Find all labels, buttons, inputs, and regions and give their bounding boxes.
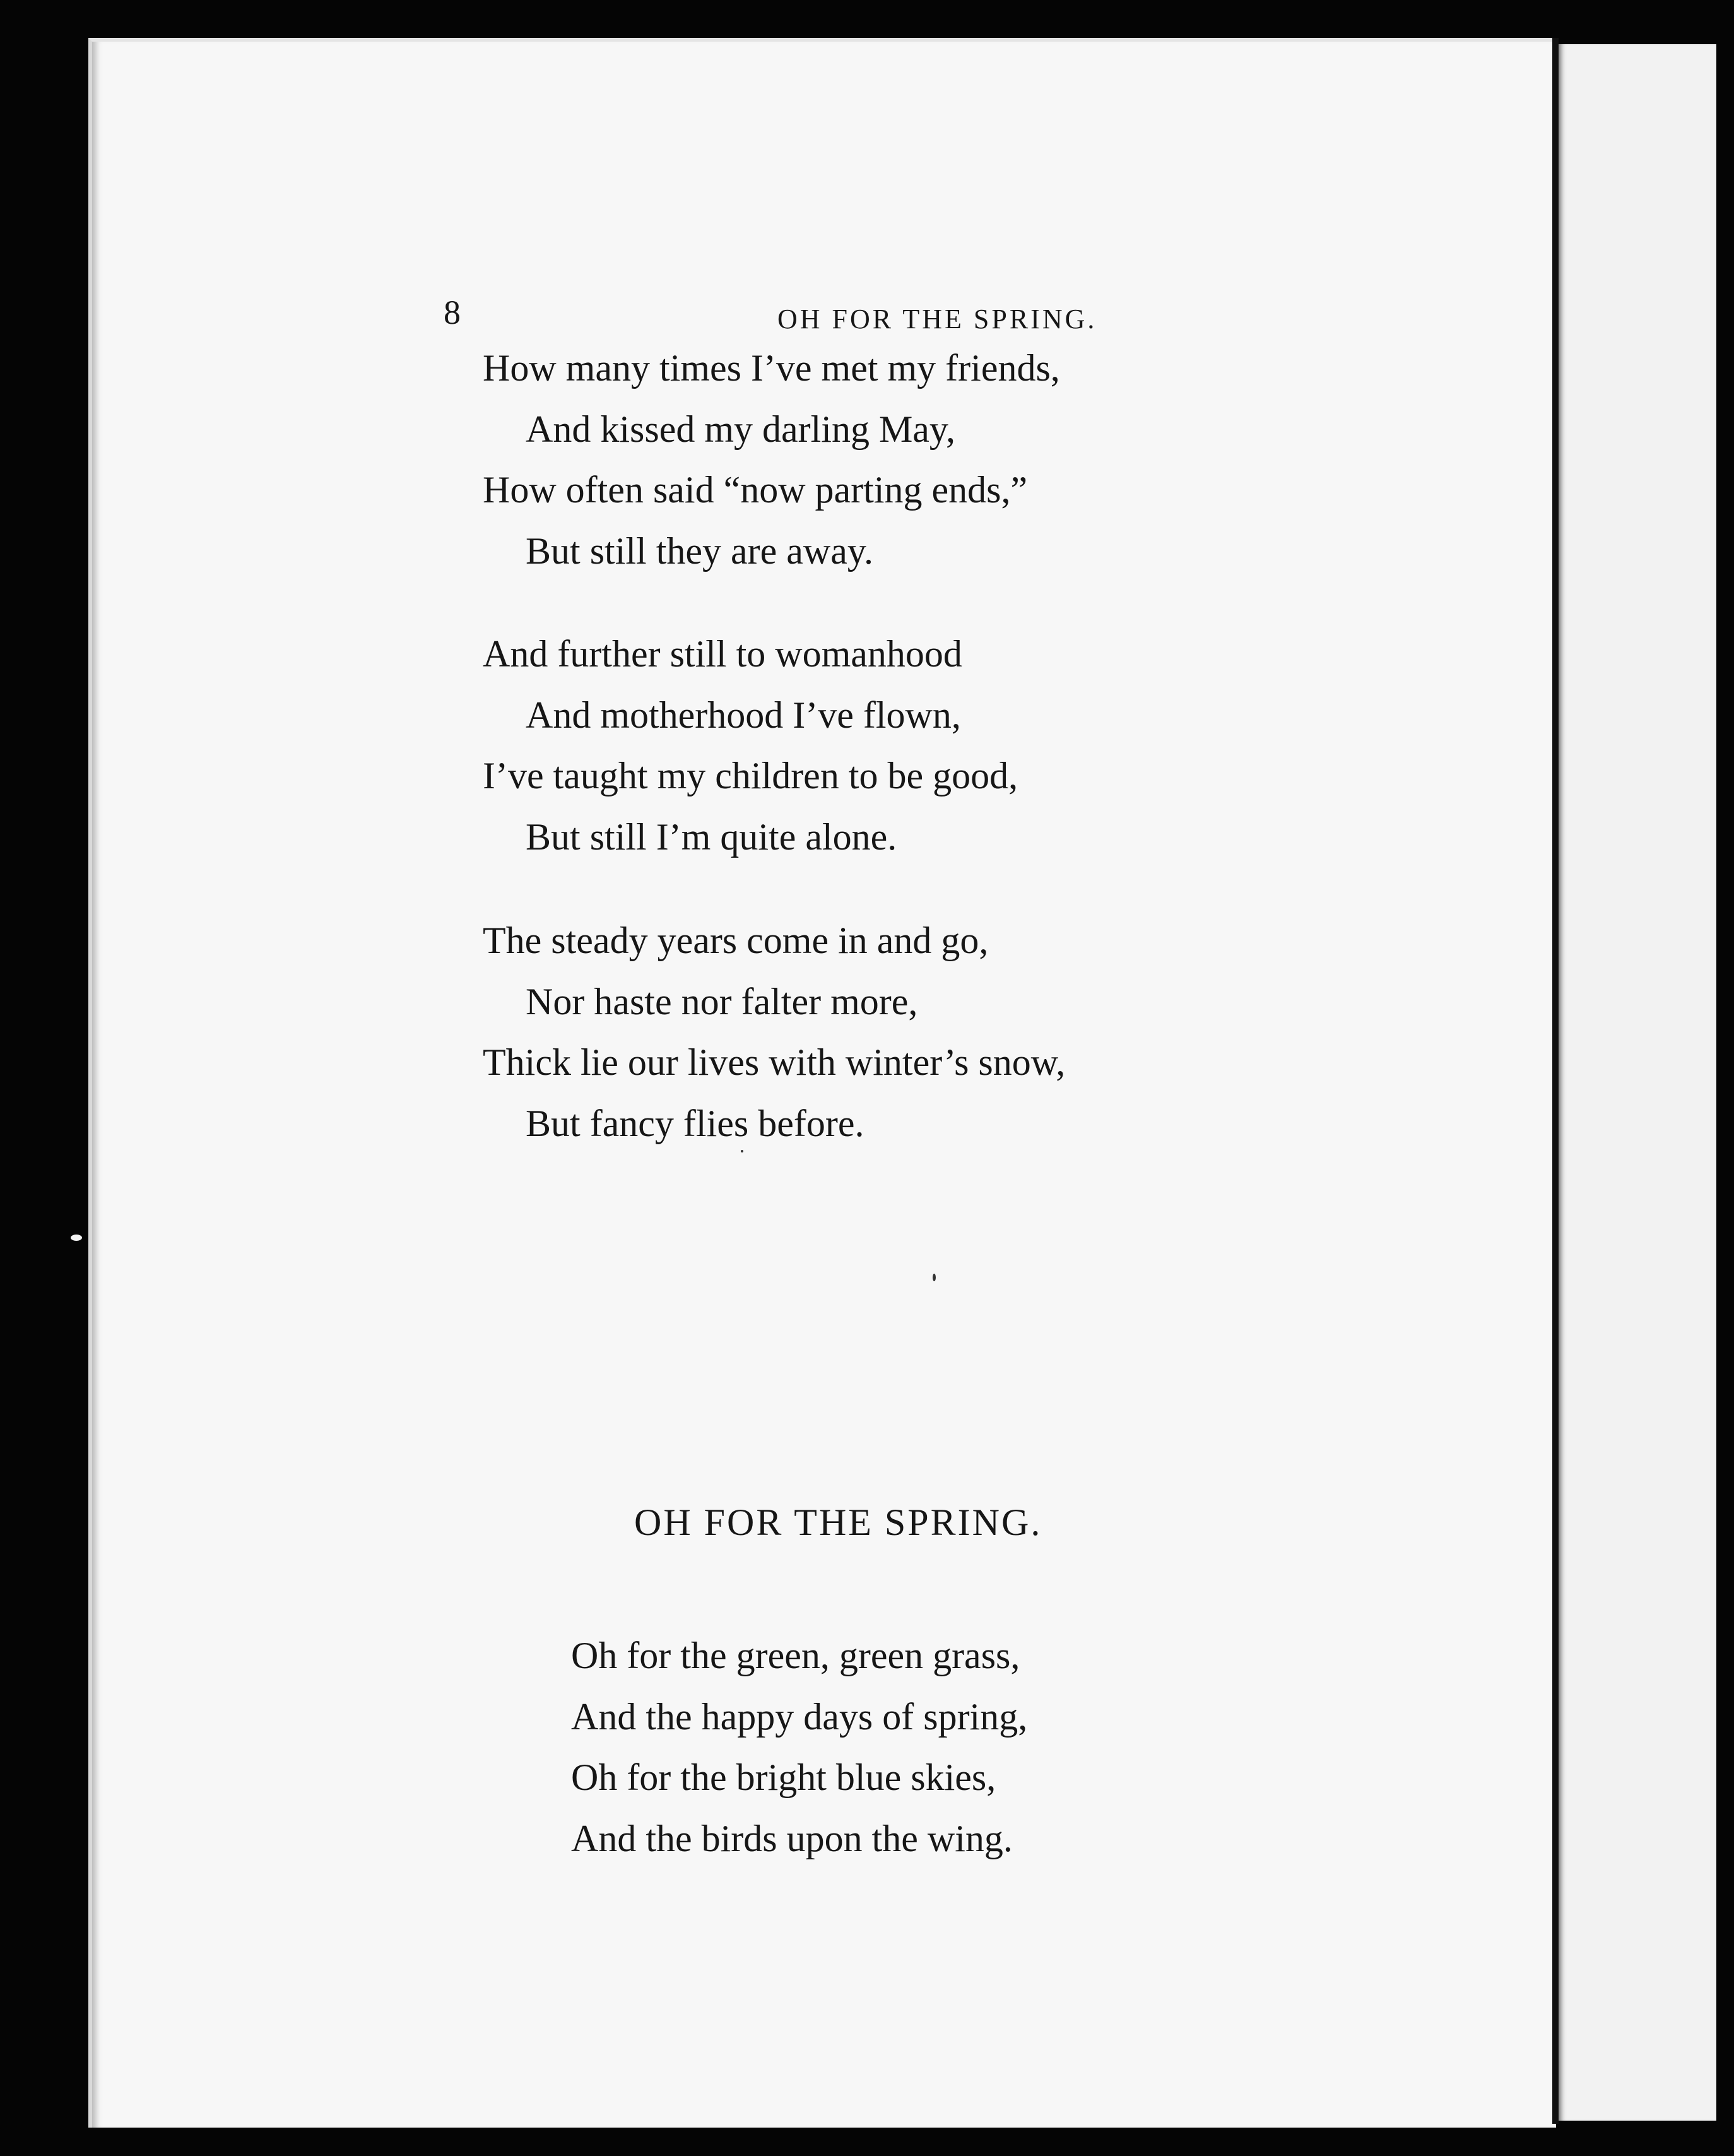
- verse-line: Nor haste nor falter more,: [526, 980, 918, 1022]
- verse-line: But still I’m quite alone.: [526, 815, 897, 858]
- poem-title: OH FOR THE SPRING.: [634, 1502, 1042, 1543]
- verse-line: I’ve taught my children to be good,: [483, 755, 1018, 797]
- verse-line: The steady years come in and go,: [483, 920, 989, 961]
- page-fore-edge: [1552, 38, 1559, 2124]
- adjacent-page-edge: [1559, 44, 1716, 2121]
- verse-line: How many times I’ve met my friends,: [483, 347, 1060, 389]
- running-head: OH FOR THE SPRING.: [777, 304, 1097, 335]
- page-number: 8: [444, 293, 461, 331]
- verse-line: Oh for the green, green grass,: [571, 1635, 1020, 1676]
- verse-line: But fancy flies before.: [526, 1102, 864, 1144]
- poem-stanza: [483, 910, 1240, 1154]
- verse-line: But still they are away.: [526, 530, 873, 572]
- poem-stanza: [483, 338, 1240, 581]
- scan-speck: [933, 1274, 936, 1281]
- poem-stanza: [571, 1625, 1202, 1869]
- verse-line: Oh for the bright blue skies,: [571, 1756, 996, 1798]
- scan-speck: [741, 1150, 743, 1152]
- verse-line: And further still to womanhood: [483, 633, 962, 675]
- verse-line: And the happy days of spring,: [571, 1695, 1028, 1738]
- verse-line: And motherhood I’ve flown,: [526, 694, 961, 736]
- verse-line: How often said “now parting ends,”: [483, 469, 1028, 511]
- scan-speck: [71, 1235, 82, 1241]
- verse-line: And kissed my darling May,: [526, 408, 956, 450]
- verse-line: And the birds upon the wing.: [571, 1817, 1013, 1859]
- verse-line: Thick lie our lives with winter’s snow,: [483, 1041, 1066, 1083]
- poem-stanza: [483, 624, 1240, 867]
